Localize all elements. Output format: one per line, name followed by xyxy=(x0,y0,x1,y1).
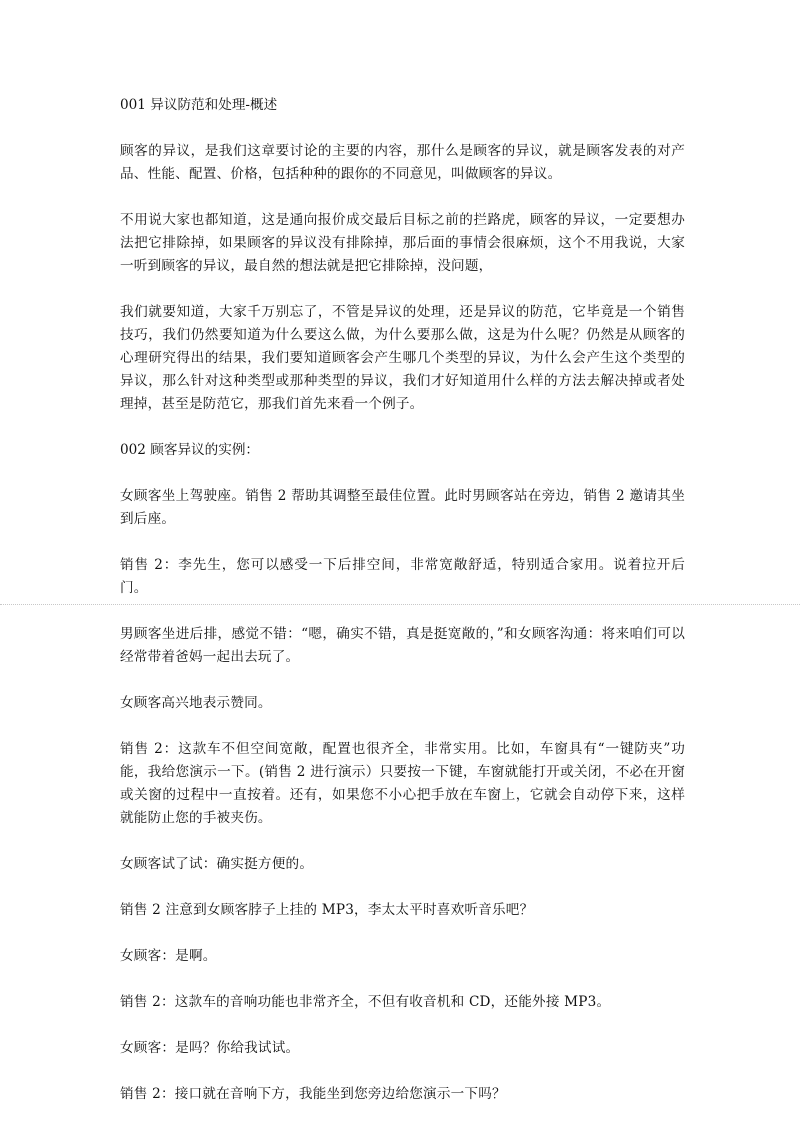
paragraph: 顾客的异议，是我们这章要讨论的主要的内容，那什么是顾客的异议，就是顾客发表的对产品、性能、配置、价格，包括种种的跟你的不同意见，叫做顾客的异议。 xyxy=(120,143,685,182)
section-heading-002: 002 顾客异议的实例： xyxy=(120,442,260,458)
paragraph: 女顾客试了试：确实挺方便的。 xyxy=(120,856,314,872)
paragraph: 女顾客坐上驾驶座。销售 2 帮助其调整至最佳位置。此时男顾客站在旁边，销售 2 邀请其坐到后座。 xyxy=(120,488,685,527)
paragraph: 女顾客：是吗？你给我试试。 xyxy=(120,1040,300,1056)
paragraph: 销售 2：李先生，您可以感受一下后排空间，非常宽敞舒适，特别适合家用。说着拉开后门。 xyxy=(120,557,685,596)
section-heading-001: 001 异议防范和处理-概述 xyxy=(120,97,278,113)
paragraph: 销售 2：这款车的音响功能也非常齐全，不但有收音机和 CD，还能外接 MP3。 xyxy=(120,994,611,1010)
paragraph: 我们就要知道，大家千万别忘了，不管是异议的处理，还是异议的防范，它毕竟是一个销售技巧，我们仍然要知道为什么要这么做，为什么要那么做，这是为什么呢？仍然是从顾客的心理研究得出的结果，我们要知道顾客会产生哪几个类型的异议，为什么会产生这个类型的异议，那么针对这种类型或那种类型的异议，我们才好知道用什么样的方法去解决掉或者处理掉，甚至是防范它，那我们首先来看一个例子。 xyxy=(120,304,685,412)
paragraph: 女顾客：是啊。 xyxy=(120,948,217,964)
paragraph: 销售 2：接口就在音响下方，我能坐到您旁边给您演示一下吗？ xyxy=(120,1086,506,1102)
paragraph: 销售 2 注意到女顾客脖子上挂的 MP3，李太太平时喜欢听音乐吧？ xyxy=(120,902,534,918)
paragraph: 男顾客坐进后排，感觉不错：“嗯，确实不错，真是挺宽敞的，”和女顾客沟通：将来咱们可以经常带着爸妈一起出去玩了。 xyxy=(120,626,685,665)
paragraph: 女顾客高兴地表示赞同。 xyxy=(120,695,272,711)
paragraph: 销售 2：这款车不但空间宽敞，配置也很齐全，非常实用。比如，车窗具有“一键防夹”功能，我给您演示一下。(销售 2 进行演示）只要按一下键，车窗就能打开或关闭，不必在开窗或关窗的过程中一直按着。还有，如果您不小心把手放在车窗上，它就会自动停下来，这样就能防止您的手被夹伤。 xyxy=(120,741,685,826)
paragraph: 不用说大家也都知道，这是通向报价成交最后目标之前的拦路虎，顾客的异议，一定要想办法把它排除掉，如果顾客的异议没有排除掉，那后面的事情会很麻烦，这个不用我说，大家一听到顾客的异议，最自然的想法就是把它排除掉，没问题， xyxy=(120,212,685,274)
document-body xyxy=(120,94,685,1129)
